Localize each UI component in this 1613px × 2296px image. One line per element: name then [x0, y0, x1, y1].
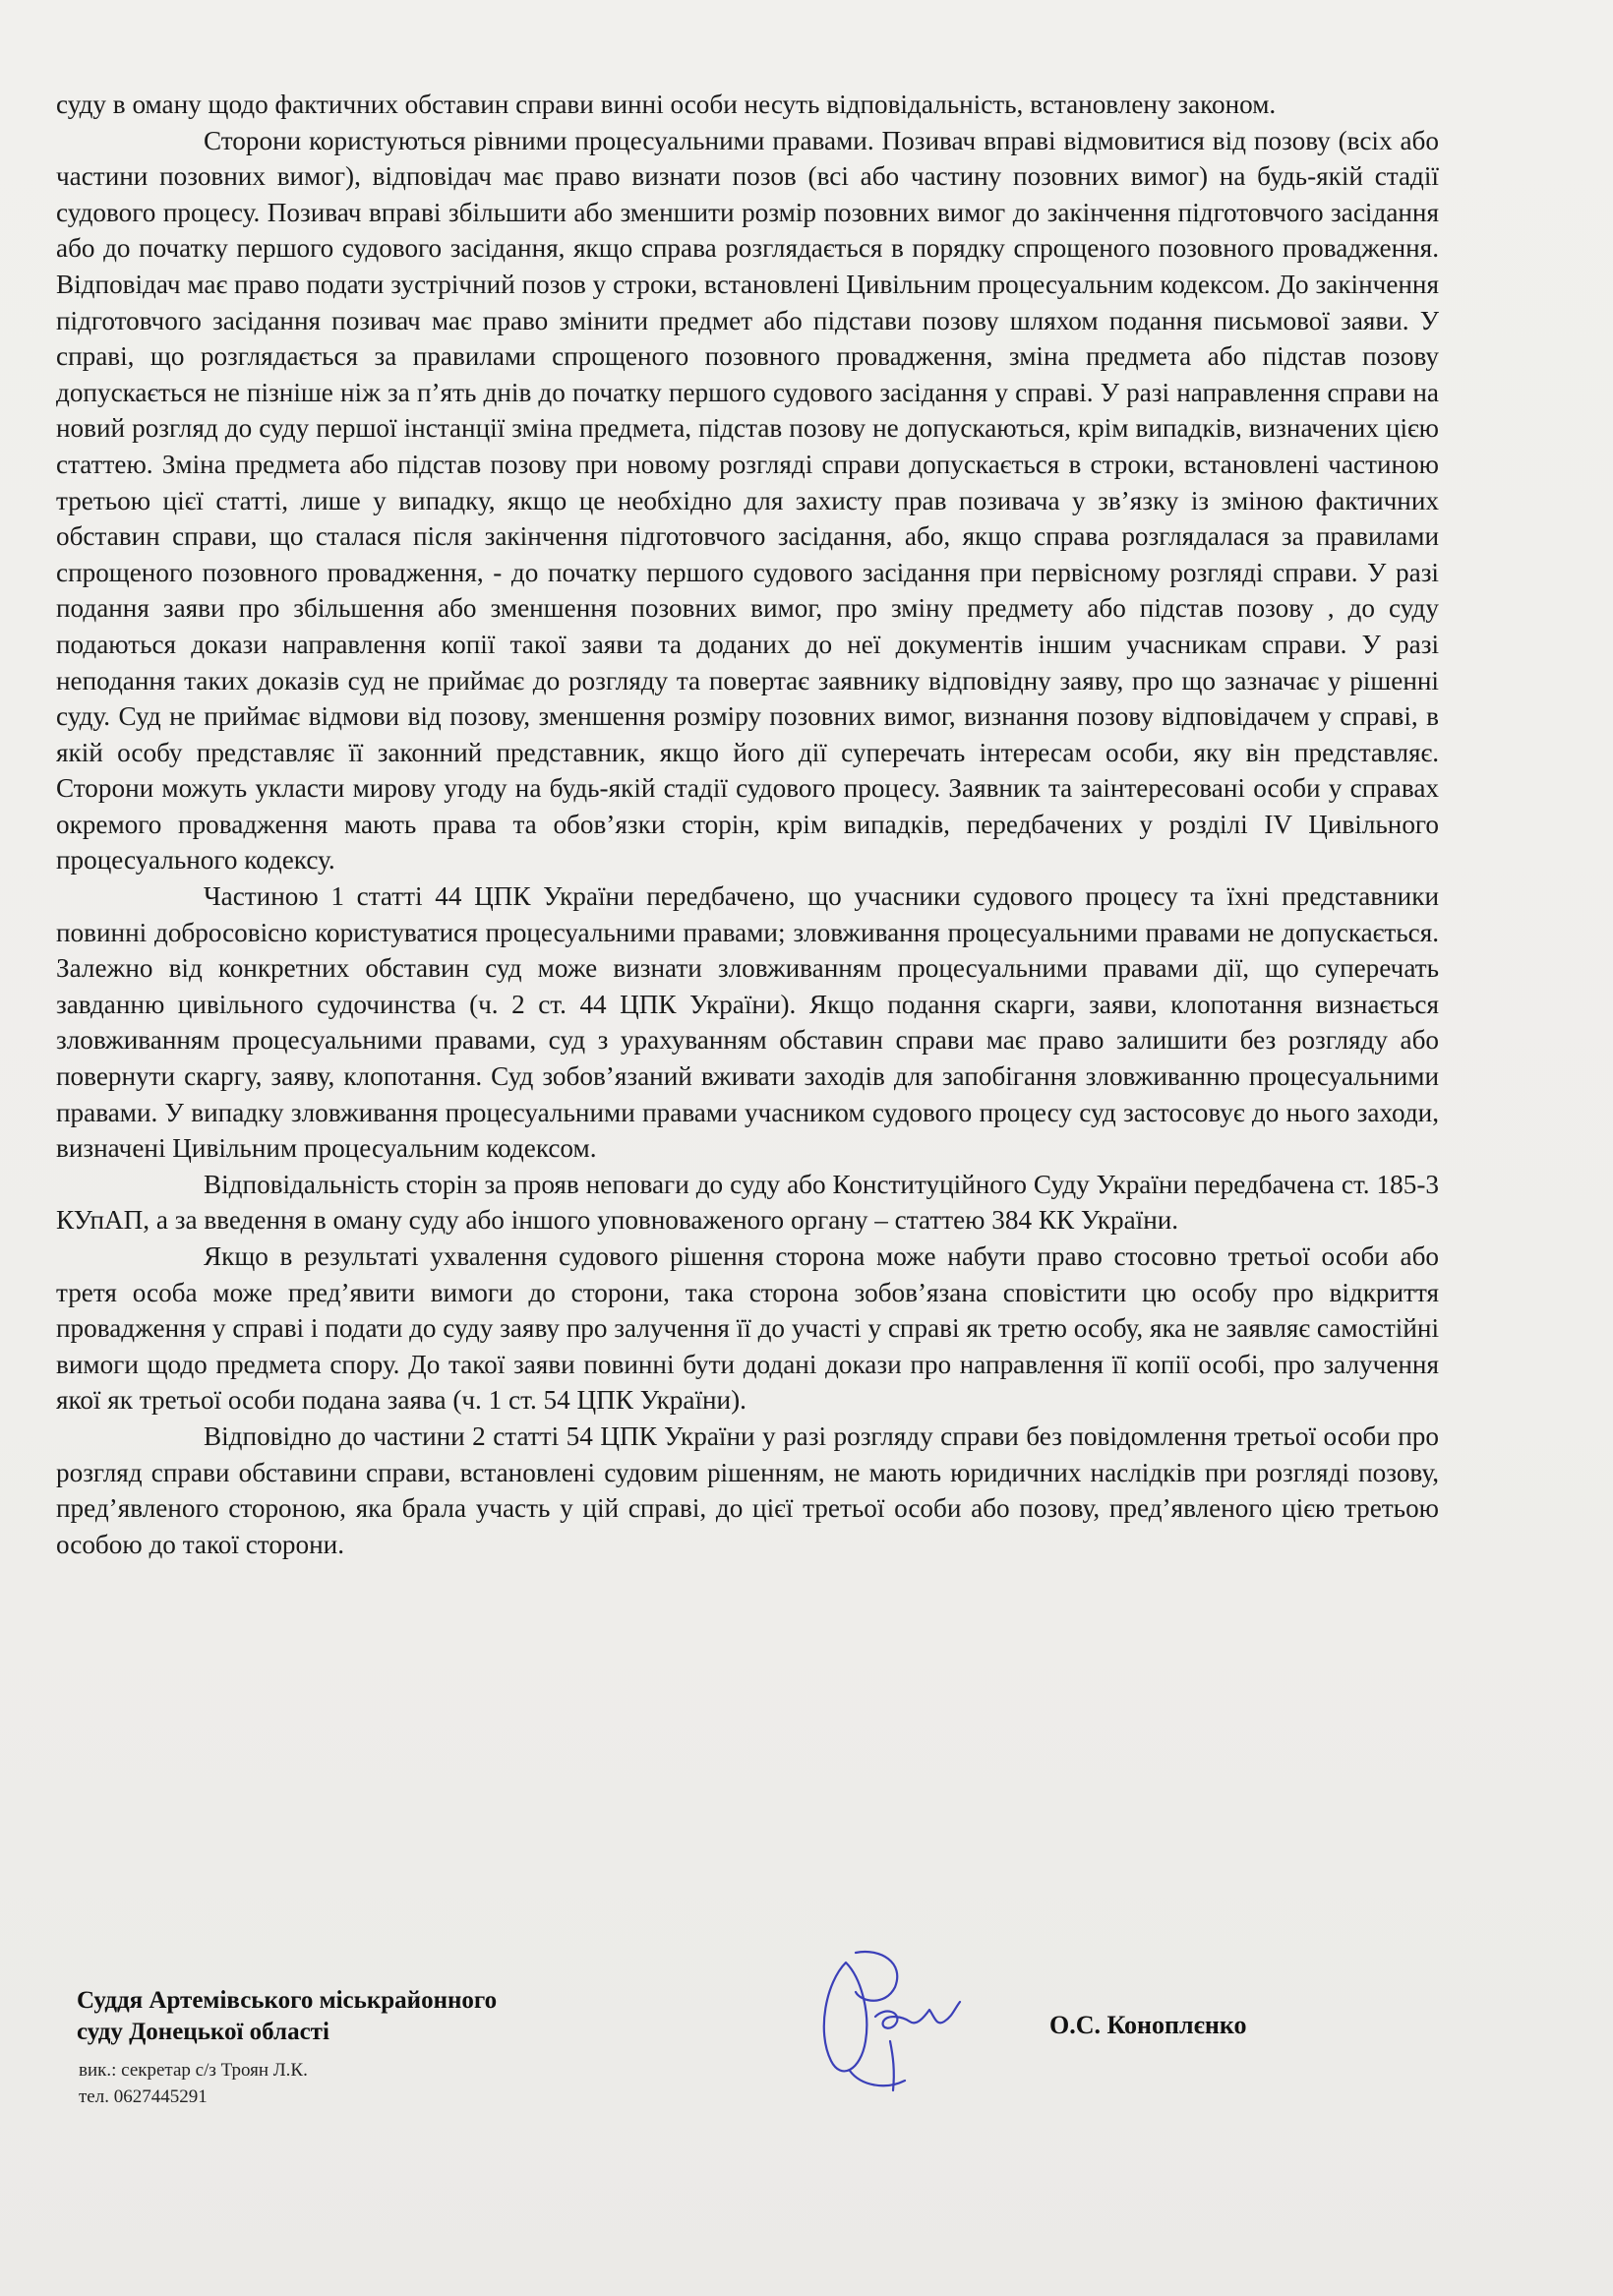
paragraph-third-party-consequences: Відповідно до частини 2 статті 54 ЦПК України у разі розгляду справи без повідомлення третьої особи про розгляд справи обставини справи, встановлені судовим рішенням, не мають юридичних наслідків при розгляді позову, пред’явленого стороною, яка брала участь у цій справі, до цієї третьої особи або позову, пред’явленого цією третьою особою до такої сторони. — [56, 1420, 1439, 1559]
paragraph-liability: Відповідальність сторін за прояв неповаги до суду або Конституційного Суду України передбачена ст. 185-3 КУпАП, а за введення в оману суду або іншого уповноваженого органу – статтею 384 КК України. — [56, 1169, 1439, 1236]
paragraph-party-rights: Сторони користуються рівними процесуальними правами. Позивач вправі відмовитися від позову (всіх або частини позовних вимог), відповідач має право визнати позов (всі або частину позовних вимог) на будь-якій стадії судового процесу. Позивач вправі збільшити або зменшити розмір позовних вимог до закінчення підготовчого засідання або до початку першого судового засідання, якщо справа розглядається в порядку спрощеного позовного провадження. Відповідач має право подати зустрічний позов у строки, встановлені Цивільним процесуальним кодексом. До закінчення підготовчого засідання позивач має право змінити предмет або підстави позову шляхом подання письмової заяви. У справі, що розглядається за правилами спрощеного позовного провадження, зміна предмета або підстав позову допускається не пізніше ніж за п’ять днів до початку першого судового засідання у справі. У разі направлення справи на новий розгляд до суду першої інстанції зміна предмета, підстав позову не допускаються, крім випадків, визначених цією статтею. Зміна предмета або підстав позову при новому розгляді справи допускається в строки, встановлені частиною третьою цієї статті, лише у випадку, якщо це необхідно для захисту прав позивача у зв’язку із зміною фактичних обставин справи, що сталася після закінчення підготовчого засідання, або, якщо справа розглядалася за правилами спрощеного позовного провадження, - до початку першого судового засідання при первісному розгляді справи. У разі подання заяви про збільшення або зменшення позовних вимог, про зміну предмету або підстав позову , до суду подаються докази направлення копії такої заяви та доданих до неї документів іншим учасникам справи. У разі неподання таких доказів суд не приймає до розгляду та повертає заявнику відповідну заяву, про що зазначає у рішенні суду. Суд не приймає відмови від позову, зменшення розміру позовних вимог, визнання позову відповідачем у справі, в якій особу представляє її законний представник, якщо його дії суперечать інтересам особи, яку він представляє. Сторони можуть укласти мирову угоду на будь-якій стадії судового процесу. Заявник та заінтересовані особи у справах окремого провадження мають права та обов’язки сторін, крім випадків, передбачених у розділі IV Цивільного процесуального кодексу. — [56, 125, 1439, 876]
executor-contact — [79, 2057, 308, 2110]
paragraph-abuse-of-rights: Частиною 1 статті 44 ЦПК України передбачено, що учасники судового процесу та їхні представники повинні добросовісно користуватися процесуальними правами; зловживання процесуальними правами не допускається. Залежно від конкретних обставин суд може визнати зловживанням процесуальними правами дії, що суперечать завданню цивільного судочинства (ч. 2 ст. 44 ЦПК України). Якщо подання скарги, заяви, клопотання визнається зловживанням процесуальними правами, суд з урахуванням обставин справи має право залишити без розгляду або повернути скаргу, заяву, клопотання. Суд зобов’язаний вживати заходів для запобігання зловживанню процесуальними правами. У випадку зловживання процесуальними правами учасником судового процесу суд застосовує до нього заходи, визначені Цивільним процесуальним кодексом. — [56, 881, 1439, 1164]
executor-line: вик.: секретар с/з Троян Л.К. — [79, 2060, 308, 2081]
phone-line: тел. 0627445291 — [79, 2086, 208, 2107]
paragraph-continuation: суду в оману щодо фактичних обставин справи винні особи несуть відповідальність, встановлену законом. — [56, 90, 1277, 119]
court-title-line2: суду Донецької області — [77, 2019, 329, 2045]
handwritten-signature — [787, 1923, 974, 2110]
paragraph-third-party: Якщо в результаті ухвалення судового рішення сторона може набути право стосовно третьої особи або третя особа може пред’явити вимоги до сторони, така сторона зобов’язана сповістити цю особу про відкриття провадження у справі і подати до суду заяву про залучення її до участі у справі як третю особу, яка не заявляє самостійні вимоги щодо предмета спору. До такої заяви повинні бути додані докази про направлення її копії особі, про залучення якої як третьої особи подана заява (ч. 1 ст. 54 ЦПК України). — [56, 1241, 1439, 1416]
court-signature-block — [77, 1985, 497, 2048]
court-title-line1: Суддя Артемівського міськрайонного — [77, 1987, 498, 2014]
judge-name: О.С. Коноплєнко — [1049, 2011, 1247, 2039]
document-body — [56, 87, 1439, 1562]
